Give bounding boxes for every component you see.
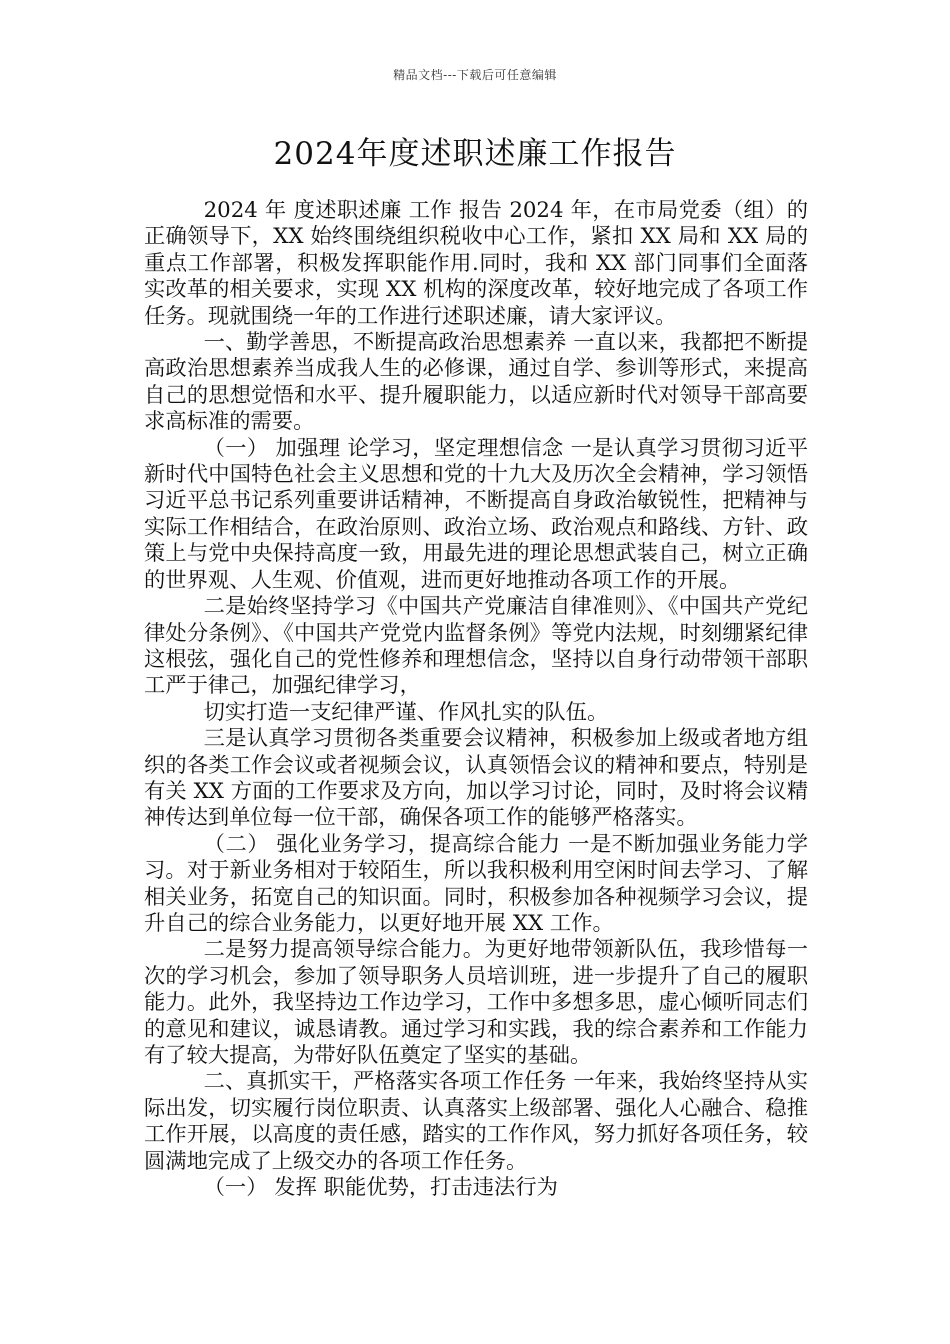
paragraph-subsection-1-2: （二） 强化业务学习，提高综合能力 一是不断加强业务能力学习。对于新业务相对于较陌生，所以我积极利用空闲时间去学习、了解相关业务，拓宽自己的知识面。同时，积极参加各种视频学习会议，提升自己的综合业务能力，以更好地开展 XX 工作。	[144, 831, 808, 936]
paragraph-item-3: 三是认真学习贯彻各类重要会议精神，积极参加上级或者地方组织的各类工作会议或者视频会议，认真领悟会议的精神和要点，特别是有关 XX 方面的工作要求及方向，加以学习讨论，同时，及时将会议精神传达到单位每一位干部，确保各项工作的能够严格落实。	[144, 726, 808, 831]
paragraph-continuation: 切实打造一支纪律严谨、作风扎实的队伍。	[203, 699, 609, 725]
paragraph-section-1: 一、勤学善思，不断提高政治思想素养 一直以来，我都把不断提高政治思想素养当成我人生的必修课，通过自学、参训等形式，来提高自己的思想觉悟和水平、提升履职能力，以适应新时代对领导干部高要求高标准的需要。	[144, 330, 808, 435]
document-body	[144, 198, 808, 1201]
paragraph-item-2b: 二是努力提高领导综合能力。为更好地带领新队伍，我珍惜每一次的学习机会，参加了领导职务人员培训班，进一步提升了自己的履职能力。此外，我坚持边工作边学习，工作中多想多思，虚心倾听同志们的意见和建议，诚恳请教。通过学习和实践，我的综合素养和工作能力有了较大提高，为带好队伍奠定了坚实的基础。	[144, 937, 808, 1068]
paragraph-intro: 2024 年 度述职述廉 工作 报告 2024 年，在市局党委（组）的正确领导下，XX 始终围绕组织税收中心工作，紧扣 XX 局和 XX 局的重点工作部署，积极发挥职能作用.同时，我和 XX 部门同事们全面落实改革的相关要求，实现 XX 机构的深度改革，较好地完成了各项工作任务。现就围绕一年的工作进行述职述廉，请大家评议。	[144, 198, 808, 329]
document-title: 2024年度述职述廉工作报告	[273, 136, 677, 172]
header-note: 精品文档---下载后可任意编辑	[393, 68, 557, 82]
paragraph-item-2: 二是始终坚持学习《中国共产党廉洁自律准则》、《中国共产党纪律处分条例》、《中国共产党党内监督条例》等党内法规，时刻绷紧纪律这根弦，强化自己的党性修养和理想信念，坚持以自身行动带领干部职工严于律己，加强纪律学习，	[144, 594, 808, 699]
paragraph-subsection-2-1: （一） 发挥 职能优势，打击违法行为	[203, 1175, 558, 1201]
paragraph-subsection-1-1: （一） 加强理 论学习，坚定理想信念 一是认真学习贯彻习近平新时代中国特色社会主义思想和党的十九大及历次全会精神，学习领悟习近平总书记系列重要讲话精神，不断提高自身政治敏锐性，把精神与实际工作相结合，在政治原则、政治立场、政治观点和路线、方针、政策上与党中央保持高度一致，用最先进的理论思想武装自己，树立正确的世界观、人生观、价值观，进而更好地推动各项工作的开展。	[144, 435, 808, 593]
paragraph-section-2: 二、真抓实干，严格落实各项工作任务 一年来，我始终坚持从实际出发，切实履行岗位职责、认真落实上级部署、强化人心融合、稳推工作开展，以高度的责任感，踏实的工作作风，努力抓好各项任务，较圆满地完成了上级交办的各项工作任务。	[144, 1069, 808, 1174]
